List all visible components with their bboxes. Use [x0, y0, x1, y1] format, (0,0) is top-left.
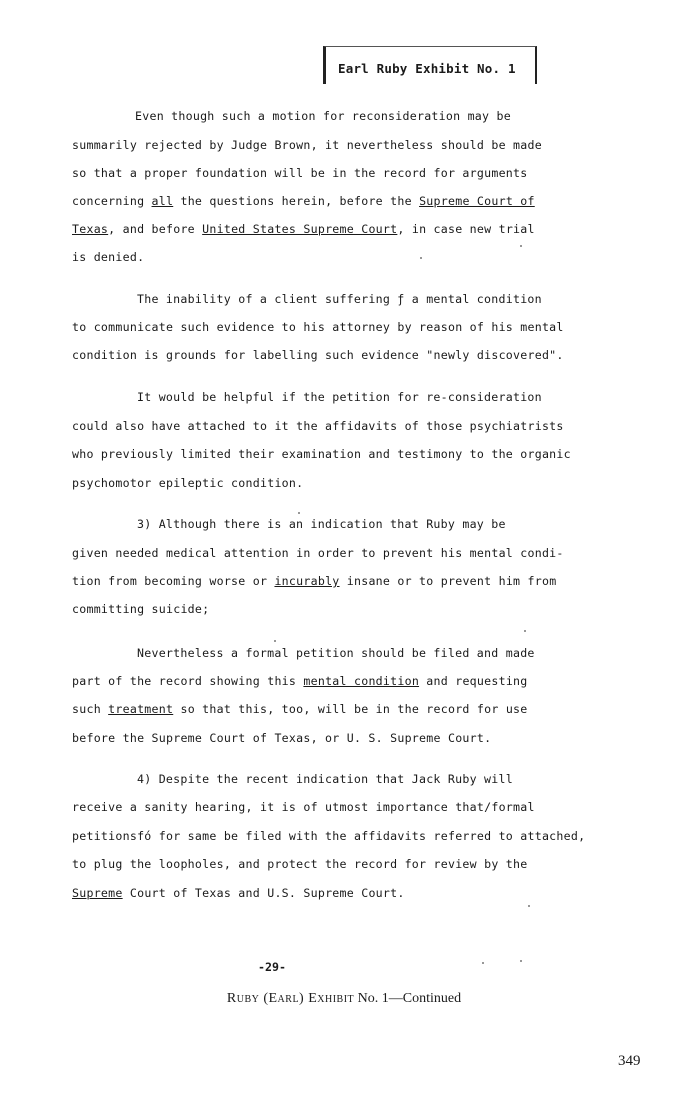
body-line — [72, 546, 564, 560]
text-run: Court of Texas and U.S. Supreme Court. — [122, 886, 405, 900]
text-run: to communicate such evidence to his attorney by reason of his mental — [72, 320, 564, 334]
scan-speck — [274, 640, 276, 642]
text-run: psychomotor epileptic condition. — [72, 476, 304, 490]
body-line — [72, 702, 528, 716]
scan-speck — [520, 245, 522, 247]
text-run: condition is grounds for labelling such evidence "newly discovered". — [72, 348, 564, 362]
text-run: so that this, too, will be in the record for use — [173, 702, 528, 716]
body-line — [72, 602, 209, 616]
body-line — [72, 829, 585, 843]
body-line — [137, 646, 535, 660]
underlined-text: United States Supreme Court — [202, 222, 398, 236]
text-run: petitionsfó for same be filed with the affidavits referred to attached, — [72, 829, 586, 843]
scan-speck — [420, 257, 422, 259]
text-run: the questions herein, before the — [173, 194, 420, 208]
text-run: 4) Despite the recent indication that Jack Ruby will — [137, 772, 513, 786]
text-run: concerning — [72, 194, 152, 208]
text-run: Even though such a motion for reconsideration may be — [135, 109, 511, 123]
underlined-text: Texas — [72, 222, 109, 236]
body-line — [137, 517, 506, 531]
underlined-text: Supreme — [72, 886, 123, 900]
scan-speck — [528, 905, 530, 907]
text-run: before the Supreme Court of Texas, or U. S. Supreme Court. — [72, 731, 492, 745]
body-line — [137, 390, 542, 404]
text-run: 3) Although there is an indication that Ruby may be — [137, 517, 506, 531]
text-run: , and before — [108, 222, 203, 236]
body-line — [135, 109, 511, 123]
underlined-text: treatment — [108, 702, 174, 716]
exhibit-caption — [0, 991, 688, 1007]
body-line — [72, 731, 491, 745]
body-line — [137, 772, 513, 786]
text-run: , in case new trial — [397, 222, 535, 236]
body-line — [72, 250, 144, 264]
body-line — [72, 574, 556, 588]
underlined-text: Supreme Court of — [419, 194, 535, 208]
scan-speck — [524, 630, 526, 632]
body-line — [72, 419, 564, 433]
text-run: receive a sanity hearing, it is of utmost importance that/formal — [72, 800, 535, 814]
underlined-text: incurably — [274, 574, 340, 588]
text-run: is denied. — [72, 250, 145, 264]
body-line — [72, 674, 528, 688]
text-run: part of the record showing this — [72, 674, 304, 688]
body-line — [72, 320, 564, 334]
exhibit-label: Earl Ruby Exhibit No. 1 — [338, 61, 516, 76]
underlined-text: mental condition — [303, 674, 420, 688]
text-run: The inability of a client suffering ƒ a mental condition — [137, 292, 542, 306]
body-line — [137, 292, 542, 306]
text-run: Nevertheless a formal petition should be filed and made — [137, 646, 535, 660]
scan-speck — [298, 512, 300, 514]
text-run: insane or to prevent him from — [339, 574, 557, 588]
body-line — [72, 194, 535, 208]
caption-prefix: Ruby (Earl) Exhibit — [226, 991, 355, 1006]
text-run: who previously limited their examination and testimony to the organic — [72, 447, 571, 461]
body-line — [72, 800, 535, 814]
text-run: to plug the loopholes, and protect the record for review by the — [72, 857, 528, 871]
text-run: and requesting — [419, 674, 528, 688]
scan-speck — [482, 962, 484, 964]
scan-speck — [520, 960, 522, 962]
text-run: such — [72, 702, 109, 716]
text-run: It would be helpful if the petition for re-consideration — [137, 390, 542, 404]
text-run: tion from becoming worse or — [72, 574, 275, 588]
exhibit-label-box — [323, 46, 537, 84]
text-run: could also have attached to it the affidavits of those psychiatrists — [72, 419, 564, 433]
body-line — [72, 857, 528, 871]
underlined-text: all — [151, 194, 174, 208]
body-line — [72, 886, 405, 900]
caption-suffix: No. 1—Continued — [354, 991, 462, 1006]
body-line — [72, 447, 571, 461]
body-line — [72, 138, 542, 152]
body-line — [72, 476, 303, 490]
body-line — [72, 222, 535, 236]
body-line — [72, 166, 528, 180]
text-run: given needed medical attention in order to prevent his mental condi- — [72, 546, 564, 560]
text-run: committing suicide; — [72, 602, 210, 616]
typed-page-number: -29- — [258, 960, 286, 974]
body-line — [72, 348, 564, 362]
text-run: summarily rejected by Judge Brown, it nevertheless should be made — [72, 138, 542, 152]
text-run: so that a proper foundation will be in the record for arguments — [72, 166, 528, 180]
folio-page-number: 349 — [618, 1053, 641, 1069]
